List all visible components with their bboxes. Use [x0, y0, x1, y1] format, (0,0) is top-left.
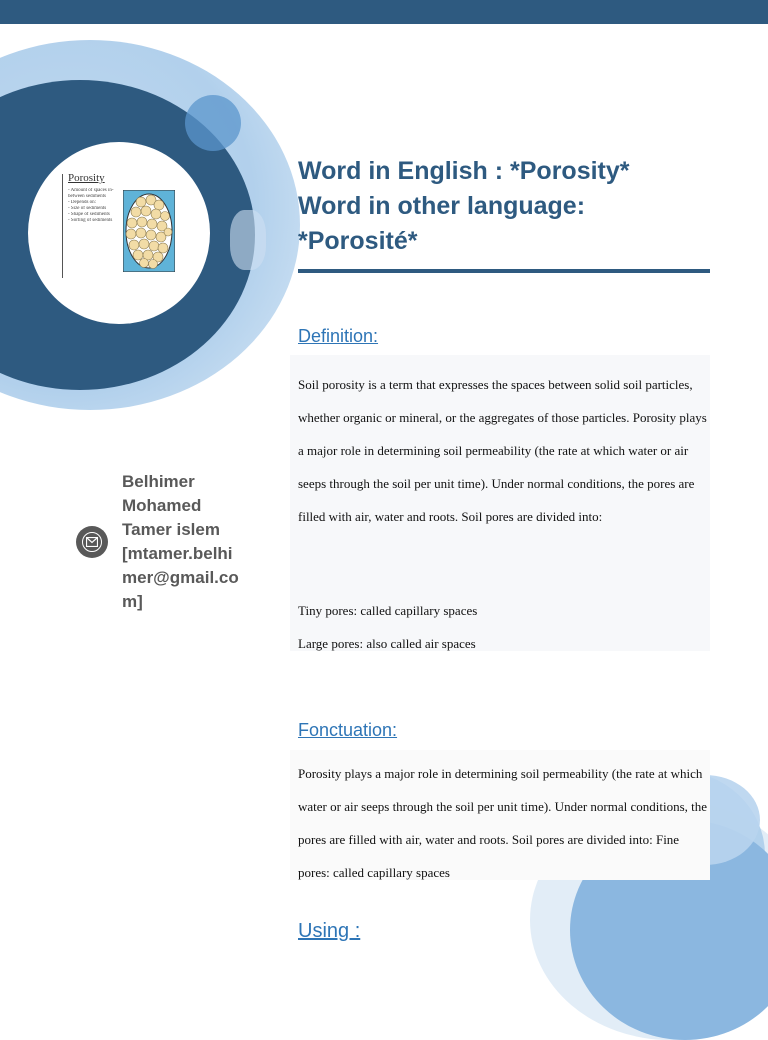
top-bar	[0, 0, 768, 24]
title-english: Word in English : *Porosity*	[298, 157, 630, 185]
sediment-grains-illustration	[123, 190, 175, 272]
author-line: [mtamer.belhi	[122, 544, 233, 563]
envelope-icon	[86, 537, 98, 547]
using-heading: Using :	[298, 920, 361, 942]
mail-icon	[76, 526, 108, 558]
author-line: Mohamed	[122, 496, 202, 515]
page-title	[298, 154, 718, 259]
author-line: mer@gmail.co	[122, 568, 239, 587]
title-translation: *Porosité*	[298, 227, 418, 255]
slide-bullets	[68, 188, 124, 224]
slide-bullet: - Sorting of sediments	[68, 218, 113, 223]
fonctuation-text: Porosity plays a major role in determining soil permeability (the rate at which water or air seeps through the soil per unit time). Under normal conditions, the pores are filled with air, water and roots. Soil pores are divided into: Fine pores: called capillary spaces	[298, 766, 708, 880]
title-other-language: Word in other language:	[298, 192, 586, 220]
title-divider	[298, 269, 710, 273]
slide-title: Porosity	[68, 172, 105, 184]
slide-bullet: - Size of sediments	[68, 206, 107, 211]
author-name	[122, 470, 262, 614]
definition-tiny-pores: Tiny pores: called capillary spaces	[298, 603, 478, 618]
author-line: Belhimer	[122, 472, 195, 491]
slide-bullet: - Depends on:	[68, 200, 97, 205]
author-line: Tamer islem	[122, 520, 220, 539]
slide-bullet: - Shape of sediments	[68, 212, 110, 217]
slide-bullet: between sediments	[68, 194, 106, 199]
definition-heading: Definition:	[298, 326, 379, 346]
decor-circle-small	[185, 95, 241, 151]
author-line: m]	[122, 592, 143, 611]
slide-bullet: - Amount of spaces in-	[68, 188, 114, 193]
definition-large-pores: Large pores: also called air spaces	[298, 636, 476, 651]
porosity-slide-image	[62, 172, 178, 280]
decor-circle-faint	[230, 210, 266, 270]
slide-divider	[62, 174, 63, 278]
fonctuation-heading: Fonctuation:	[298, 720, 398, 740]
definition-text: Soil porosity is a term that expresses the spaces between solid soil particles, whether organic or mineral, or the aggregates of those particles. Porosity plays a major role in determining soil permeability (the rate at which water or air seeps through the soil per unit time). Under normal conditions, the pores are filled with air, water and roots. Soil pores are divided into:	[298, 377, 707, 524]
